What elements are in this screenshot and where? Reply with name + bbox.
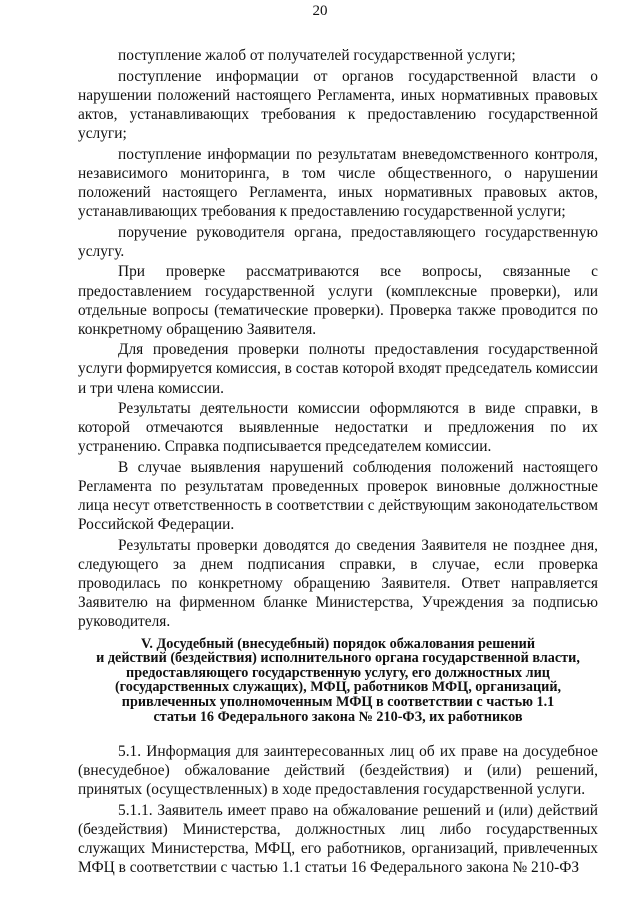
paragraph: поручение руководителя органа, предоставляющего государственную услугу. [78, 223, 598, 260]
section-heading-line: привлеченных уполномоченным МФЦ в соответствии с частью 1.1 [121, 693, 555, 710]
page-number: 20 [312, 3, 328, 19]
section-heading-line: предоставляющего государственную услугу, его должностных лиц [126, 664, 550, 681]
paragraph: Результаты деятельности комиссии оформляются в виде справки, в которой отмечаются выявленные недостатки и предложения по их устранению. Справка подписывается председателем комиссии. [78, 400, 598, 456]
paragraph: Результаты проверки доводятся до сведения Заявителя не позднее дня, следующего за днем подписания справки, в случае, если проверка проводилась по конкретному обращению Заявителя. Ответ направляется Заявителю на фирменном бланке Министерства, Учреждения за подписью руководителя. [78, 537, 598, 631]
paragraph: поступление информации по результатам вневедомственного контроля, независимого мониторинга, в том числе общественного, о нарушении положений настоящего Регламента, иных нормативных правовых актов, устанавливающих требования к предоставлению государственной услуги; [78, 145, 598, 220]
section-heading [78, 637, 598, 725]
paragraph: Для проведения проверки полноты предоставления государственной услуги формируется комиссия, в состав которой входят председатель комиссии и три члена комиссии. [78, 341, 598, 397]
section-heading-line: и действий (бездействия) исполнительного органа государственной власти, [96, 650, 580, 667]
section-heading-line: статьи 16 Федерального закона № 210-ФЗ, их работников [153, 708, 523, 725]
paragraph: В случае выявления нарушений соблюдения положений настоящего Регламента по результатам проведенных проверок виновные должностные лица несут ответственность в соответствии с действующим законодательством Российской Федерации. [78, 459, 598, 534]
section-heading-line: (государственных служащих), МФЦ, работников МФЦ, организаций, [114, 679, 562, 696]
paragraph: 5.1. Информация для заинтересованных лиц об их праве на досудебное (внесудебное) обжалование действий (бездействия) и (или) решений, принятых (осуществленных) в ходе предоставления государственной услуги. [78, 743, 598, 799]
paragraph: 5.1.1. Заявитель имеет право на обжалование решений и (или) действий (бездействия) Министерства, должностных лиц либо государственных служащих Министерства, МФЦ, его работников, организаций, привлеченных МФЦ в соответствии с частью 1.1 статьи 16 Федерального закона № 210-ФЗ [78, 802, 598, 877]
paragraph: При проверке рассматриваются все вопросы, связанные с предоставлением государственной услуги (комплексные проверки), или отдельные вопросы (тематические проверки). Проверка также проводится по конкретному обращению Заявителя. [78, 263, 598, 338]
document-body [78, 46, 598, 879]
paragraph: поступление информации от органов государственной власти о нарушении положений настоящего Регламента, иных нормативных правовых актов, устанавливающих требования к предоставлению государственной услуги; [78, 67, 598, 142]
section-heading-line: V. Досудебный (внесудебный) порядок обжалования решений [141, 635, 535, 652]
paragraph: поступление жалоб от получателей государственной услуги; [118, 47, 516, 64]
